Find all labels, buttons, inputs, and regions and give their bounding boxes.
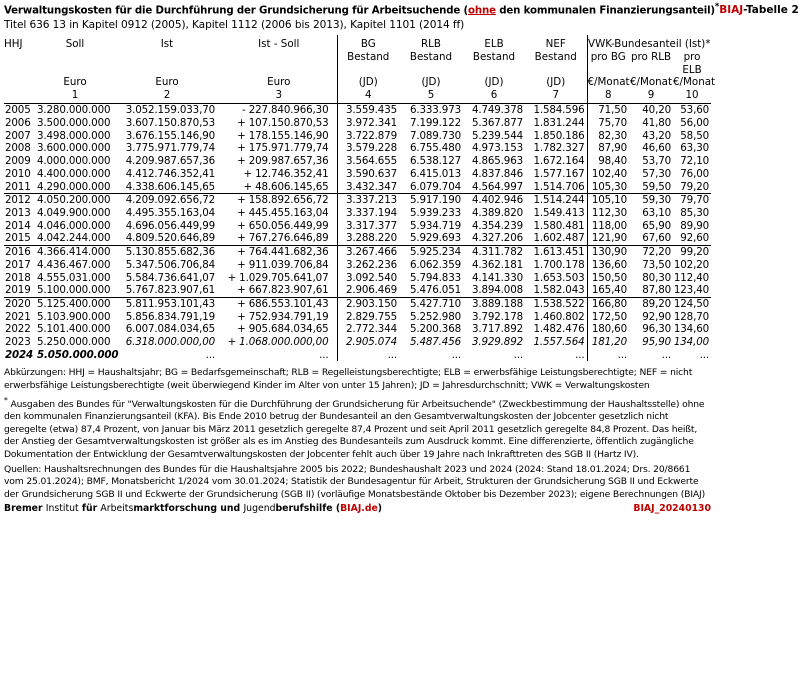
value-cell: 3.280.000.000 [37, 104, 113, 117]
header-cell: Euro [267, 76, 291, 89]
value-cell: ... [513, 348, 523, 361]
value-cell: 5.130.855.682,36 [113, 246, 221, 259]
value-cell: 1.613.451 [525, 246, 587, 259]
value-cell: 5.934.719 [409, 219, 461, 232]
header-cell: Bestand [409, 50, 453, 63]
col-number: 10 [673, 89, 711, 104]
value-cell: 134,00 [673, 336, 710, 349]
year-cell: 2024 [5, 348, 34, 361]
table-row [4, 349, 711, 362]
header-row-1 [4, 35, 711, 51]
year-cell: 2018 [5, 271, 31, 284]
value-cell: 6.062.359 [409, 258, 461, 271]
value-cell: 6.755.480 [409, 142, 461, 155]
value-cell: 181,20 [587, 336, 629, 349]
value-cell: ... [661, 348, 671, 361]
header-row-4 [4, 89, 711, 104]
value-cell: 41,80 [642, 117, 671, 130]
value-cell: 5.200.368 [409, 323, 461, 336]
value-cell: 5.929.693 [409, 232, 461, 245]
value-cell: + 178.155.146,90 [237, 129, 329, 142]
value-cell: 1.460.802 [533, 310, 585, 323]
value-cell: 4.837.846 [471, 167, 523, 180]
value-cell: 102,40 [587, 168, 629, 181]
header-cell: (JD) [421, 76, 441, 89]
value-cell: 1.538.522 [525, 297, 587, 310]
value-cell: 130,90 [587, 246, 629, 259]
institute-name: Bremer Institut für Arbeitsmarktforschung und Jugendberufshilfe (BIAJ.de) [4, 503, 383, 515]
header-cell: Bestand [472, 50, 516, 63]
value-cell: 53,70 [642, 155, 671, 168]
value-cell: + 767.276.646,89 [237, 232, 329, 245]
value-cell: + 752.934.791,19 [237, 310, 329, 323]
value-cell: ... [337, 349, 399, 362]
col-number: 3 [221, 89, 337, 104]
value-cell: 5.917.190 [399, 194, 463, 207]
header-cell: Bestand [534, 50, 577, 63]
value-cell: 4.973.153 [471, 142, 523, 155]
table-row [4, 311, 711, 324]
value-cell: 112,30 [587, 207, 629, 220]
value-cell: 85,30 [680, 206, 710, 219]
value-cell: 96,30 [642, 323, 671, 336]
value-cell: 1.582.043 [533, 284, 585, 297]
value-cell: 3.288.220 [337, 232, 399, 245]
header-cell: pro BG [587, 51, 629, 76]
value-cell: 3.894.008 [471, 284, 523, 297]
value-cell: + 107.150.870,53 [237, 117, 329, 130]
data-table [4, 35, 716, 361]
year-cell: 2021 [5, 310, 31, 323]
value-cell: 3.792.178 [471, 310, 523, 323]
col-number: 4 [337, 89, 399, 104]
value-cell: 102,20 [673, 258, 710, 271]
value-cell: + 175.971.779,74 [237, 142, 329, 155]
value-cell: + 48.606.145,65 [243, 180, 329, 193]
footnote: * Ausgaben des Bundes für "Verwaltungskosten für die Durchführung der Grundsicherung für Arbeitsuchende" (Zweckbestimmung der Haushaltsstelle) ohne den kommunalen Finanzierungsanteil (KFA). Bis Ende 2010 betrug der Bundesanteil an den Gesamtverwaltungskosten der Jobcenter gesetzlich nicht geregelte (etwa) 87,4 Prozent, von Januar bis März 2011 gesetzlich geregelte 87,4 Prozent und seit April 2011 gesetzlich geregelte 84,8 Prozent. Das heißt, der Anstieg der Gesamtverwaltungskosten ist größer als es im Anstieg des Bundesanteils zum Ausdruck kommt. Eine differenzierte, öffentlich zugängliche Dokumentation der Entwicklung der Gesamtverwaltungskosten der Jobcenter fehlt auch über 19 Jahre nach Inkrafttreten des SGB II (Hartz IV). [4, 395, 705, 461]
value-cell: 4.050.200.000 [37, 194, 113, 207]
col-number: 7 [525, 89, 587, 104]
table-row [4, 194, 711, 207]
value-cell: 5.767.823.907,61 [125, 284, 215, 297]
col-ist: Ist [160, 38, 174, 51]
value-cell: 98,40 [587, 155, 629, 168]
col-soll: Soll [65, 38, 85, 51]
col-bg: BG [337, 35, 399, 51]
value-cell: 1.850.186 [533, 129, 585, 142]
value-cell: 5.239.544 [471, 129, 523, 142]
value-cell: 59,30 [629, 194, 673, 207]
table-row [4, 272, 711, 285]
value-cell: 4.865.963 [471, 155, 523, 168]
value-cell: 4.389.820 [471, 206, 523, 219]
table-row [4, 336, 711, 349]
value-cell: ... [451, 348, 461, 361]
abbreviations-note: Abkürzungen: HHJ = Haushaltsjahr; BG = Bedarfsgemeinschaft; RLB = Regelleistungsberechtigte; ELB = erwerbsfähige Leistungsberechtigte; NEF = nicht erwerbsfähige Leistungsberechtigte (weit überwiegend Kinder im Alter von unter 15 Jahren); JD = Jahresdurchschnitt; VWK = Verwaltungskosten [4, 367, 693, 392]
year-cell: 2023 [5, 336, 31, 349]
page-subtitle: Titel 636 13 in Kapitel 0912 (2005), Kapitel 1112 (2006 bis 2013), Kapitel 1101 (2014 ff) [4, 19, 465, 32]
value-cell: 40,20 [629, 104, 673, 117]
value-cell: 3.262.236 [337, 259, 399, 272]
value-cell: 3.559.435 [337, 104, 399, 117]
year-cell: 2019 [5, 284, 31, 297]
value-cell: 5.125.400.000 [37, 297, 113, 310]
table-row [4, 259, 711, 272]
year-cell: 2010 [5, 167, 31, 180]
table-row [4, 142, 711, 155]
value-cell: 4.362.181 [471, 258, 523, 271]
table-row [4, 297, 711, 310]
page-title: Verwaltungskosten für die Durchführung der Grundsicherung für Arbeitsuchende (ohne den kommunalen Finanzierungsanteil)* [4, 2, 720, 17]
col-number: 1 [37, 89, 113, 104]
value-cell: 5.794.833 [409, 271, 461, 284]
col-number: 5 [399, 89, 463, 104]
value-cell: 5.811.953.101,43 [113, 297, 221, 310]
col-elb: ELB [484, 38, 504, 51]
value-cell: 5.476.051 [409, 284, 461, 297]
value-cell: 112,40 [673, 271, 710, 284]
value-cell: + 209.987.657,36 [237, 155, 329, 168]
value-cell: 6.079.704 [409, 180, 461, 193]
value-cell: 4.354.239 [471, 219, 523, 232]
header-cell: €/Monat [629, 76, 673, 89]
value-cell: 128,70 [673, 310, 710, 323]
value-cell: 5.101.400.000 [37, 323, 111, 336]
table-body [4, 104, 711, 362]
value-cell: + 650.056.449,99 [237, 219, 329, 232]
value-cell: 87,90 [587, 142, 629, 155]
value-cell: 3.590.637 [337, 168, 399, 181]
header-cell: Euro [63, 76, 87, 89]
value-cell: 63,30 [680, 142, 710, 155]
table-row [4, 246, 711, 259]
value-cell: 5.367.877 [471, 117, 523, 130]
value-cell: 4.696.056.449,99 [125, 219, 215, 232]
value-cell: + 158.892.656,72 [221, 194, 337, 207]
value-cell: 1.700.178 [533, 258, 585, 271]
value-cell: 87,80 [642, 284, 671, 297]
header-cell: (JD) [484, 76, 504, 89]
table-row [4, 323, 711, 336]
value-cell: 105,30 [587, 181, 629, 194]
value-cell: 4.209.987.657,36 [125, 155, 215, 168]
value-cell: 3.717.892 [471, 323, 523, 336]
year-cell: 2020 [4, 297, 37, 310]
value-cell: 4.366.414.000 [37, 246, 113, 259]
value-cell: 6.415.013 [409, 167, 461, 180]
value-cell: 79,70 [673, 194, 711, 207]
value-cell: ... [319, 348, 329, 361]
col-number: 9 [629, 89, 673, 104]
year-cell: 2016 [4, 246, 37, 259]
value-cell: 2.829.755 [337, 311, 399, 324]
value-cell: 1.653.503 [533, 271, 585, 284]
value-cell: 3.889.188 [463, 297, 525, 310]
value-cell: 73,50 [642, 258, 671, 271]
value-cell: 5.939.233 [409, 206, 461, 219]
year-cell: 2014 [5, 219, 31, 232]
value-cell: 5.427.710 [399, 297, 463, 310]
value-cell: 3.676.155.146,90 [125, 129, 215, 142]
value-cell: + 905.684.034,65 [237, 323, 329, 336]
value-cell: 6.007.084.034,65 [125, 323, 215, 336]
value-cell: 53,60 [673, 104, 711, 117]
table-row [4, 181, 711, 194]
value-cell: 1.557.564 [533, 336, 585, 349]
value-cell: 3.600.000.000 [37, 142, 111, 155]
value-cell: 136,60 [587, 259, 629, 272]
col-nef: NEF [545, 38, 566, 51]
value-cell: 4.749.378 [463, 104, 525, 117]
year-cell: 2013 [5, 206, 31, 219]
value-cell: 3.432.347 [337, 181, 399, 194]
year-cell: 2006 [5, 117, 31, 130]
value-cell: 7.089.730 [409, 129, 461, 142]
value-cell: 5.925.234 [399, 246, 463, 259]
value-cell: 1.549.413 [533, 206, 585, 219]
table-row [4, 284, 711, 297]
value-cell: 95,90 [642, 336, 671, 349]
value-cell: 89,20 [629, 297, 673, 310]
value-cell: 76,00 [680, 167, 710, 180]
value-cell: 121,90 [587, 232, 629, 245]
table-row [4, 155, 711, 168]
value-cell: 5.250.000.000 [37, 336, 111, 349]
value-cell: 1.580.481 [533, 219, 585, 232]
table-row [4, 168, 711, 181]
year-cell: 2007 [5, 129, 31, 142]
value-cell: 134,60 [673, 323, 710, 336]
value-cell: 58,50 [680, 129, 710, 142]
value-cell: 4.327.206 [471, 232, 523, 245]
value-cell: 4.042.244.000 [37, 232, 111, 245]
value-cell: 3.500.000.000 [37, 117, 111, 130]
value-cell: 4.046.000.000 [37, 219, 111, 232]
value-cell: 1.831.244 [533, 117, 585, 130]
year-cell: 2008 [5, 142, 31, 155]
value-cell: 79,20 [680, 180, 710, 193]
year-cell: 2005 [4, 104, 37, 117]
value-cell: 3.579.228 [337, 142, 399, 155]
col-number: 8 [587, 89, 629, 104]
table-row [4, 117, 711, 130]
value-cell: + 911.039.706,84 [237, 258, 329, 271]
value-cell: 59,50 [642, 180, 671, 193]
table-row [4, 130, 711, 143]
value-cell: 43,20 [642, 129, 671, 142]
value-cell: 3.337.194 [337, 207, 399, 220]
value-cell: 4.141.330 [471, 271, 523, 284]
value-cell: 4.564.997 [471, 180, 523, 193]
value-cell: 72,10 [680, 155, 710, 168]
value-cell: + 1.029.705.641,07 [227, 271, 329, 284]
footer [4, 503, 711, 514]
value-cell: 1.514.706 [533, 180, 585, 193]
value-cell: 1.514.244 [525, 194, 587, 207]
value-cell: 1.584.596 [525, 104, 587, 117]
header-cell: pro RLB [630, 50, 672, 63]
value-cell: 166,80 [587, 297, 629, 310]
value-cell: 124,50 [673, 297, 710, 310]
value-cell: + 764.441.682,36 [221, 246, 337, 259]
table-tag: BIAJ-Tabelle 2 [719, 4, 799, 17]
value-cell: 105,10 [587, 194, 629, 207]
value-cell: 46,60 [642, 142, 671, 155]
value-cell: 172,50 [587, 311, 629, 324]
year-cell: 2015 [5, 232, 31, 245]
col-number: 2 [113, 89, 221, 104]
value-cell: 5.584.736.641,07 [125, 271, 215, 284]
value-cell: 5.856.834.791,19 [125, 310, 215, 323]
notes [4, 367, 711, 501]
value-cell: 57,30 [642, 167, 671, 180]
value-cell: 150,50 [587, 272, 629, 285]
header-row-3 [4, 76, 711, 89]
document-id: BIAJ_20240130 [633, 503, 711, 515]
value-cell: 4.412.746.352,41 [125, 167, 215, 180]
value-cell: 4.000.000.000 [37, 155, 111, 168]
header-cell: €/Monat [673, 76, 716, 89]
value-cell: 3.317.377 [337, 220, 399, 233]
value-cell: 3.722.879 [337, 130, 399, 143]
value-cell: + 445.455.163,04 [237, 206, 329, 219]
value-cell: 4.555.031.000 [37, 271, 111, 284]
value-cell: + 667.823.907,61 [237, 284, 329, 297]
value-cell: 2.772.344 [337, 323, 399, 336]
value-cell: 180,60 [587, 323, 629, 336]
value-cell: 92,90 [642, 310, 671, 323]
col-rlb: RLB [421, 38, 441, 51]
value-cell: 4.400.000.000 [37, 167, 111, 180]
value-cell: 2.906.469 [337, 284, 399, 297]
value-cell: 3.337.213 [337, 194, 399, 207]
year-cell: 2022 [5, 323, 31, 336]
value-cell: 5.487.456 [409, 336, 461, 349]
table-row [4, 232, 711, 245]
header-cell: (JD) [337, 76, 399, 89]
col-hhj: HHJ [4, 38, 23, 51]
value-cell: 6.538.127 [409, 155, 461, 168]
value-cell: ... [699, 348, 710, 361]
value-cell: 2.903.150 [337, 297, 399, 310]
value-cell: 1.672.164 [533, 155, 585, 168]
value-cell: 99,20 [673, 246, 711, 259]
value-cell: 3.775.971.779,74 [125, 142, 215, 155]
table-row [4, 220, 711, 233]
value-cell: 4.311.782 [463, 246, 525, 259]
value-cell: + 686.553.101,43 [221, 297, 337, 310]
value-cell: 56,00 [680, 117, 710, 130]
value-cell: 4.436.467.000 [37, 258, 111, 271]
value-cell: ... [587, 349, 629, 362]
value-cell: 65,90 [642, 219, 671, 232]
table-row [4, 207, 711, 220]
header-cell: pro ELB [682, 50, 702, 76]
value-cell: 1.602.487 [533, 232, 585, 245]
header-cell: Bestand [337, 51, 399, 76]
col-vwk: VWK-Bundesanteil (Ist)* [587, 35, 711, 51]
value-cell: 6.333.973 [399, 104, 463, 117]
value-cell: 118,00 [587, 220, 629, 233]
header-cell: (JD) [546, 76, 566, 89]
sources-note: Quellen: Haushaltsrechnungen des Bundes für die Haushaltsjahre 2005 bis 2022; Bundeshaushalt 2023 und 2024 (2024: Stand 18.01.2024; Drs. 20/8661 vom 25.01.2024); BMF, Monatsbericht 1/2024 vom 30.01.2024; Statistik der Bundesagentur für Arbeit, Strukturen der Grundsicherung SGB II und Eckwerte der Grundsicherung SGB II und Eckwerte der Grundsicherung (SGB II) (vorläufige Monatsbestände Oktober bis Dezember 2023); eigene Berechnungen (BIAJ) [4, 463, 706, 500]
year-cell: 2009 [5, 155, 31, 168]
value-cell: 89,90 [680, 219, 710, 232]
header [4, 2, 799, 17]
value-cell: 3.267.466 [337, 246, 399, 259]
value-cell: 63,10 [642, 206, 671, 219]
value-cell: 4.049.900.000 [37, 206, 111, 219]
value-cell: 165,40 [587, 284, 629, 297]
header-cell: €/Monat [587, 76, 630, 89]
value-cell: + 1.068.000.000,00 [227, 336, 329, 349]
value-cell: 3.498.000.000 [37, 129, 111, 142]
header-cell: Euro [155, 76, 179, 89]
value-cell: 4.209.092.656,72 [113, 194, 221, 207]
col-ist-soll: Ist - Soll [258, 38, 300, 51]
value-cell: 5.103.900.000 [37, 310, 111, 323]
value-cell: 3.564.655 [337, 155, 399, 168]
value-cell: 3.607.150.870,53 [125, 117, 215, 130]
year-cell: 2011 [5, 180, 31, 193]
value-cell: 67,60 [642, 232, 671, 245]
table-row [4, 104, 711, 117]
value-cell: 72,20 [629, 246, 673, 259]
col-number: 6 [463, 89, 525, 104]
value-cell: 3.929.892 [471, 336, 523, 349]
value-cell: 5.347.506.706,84 [125, 258, 215, 271]
header-row-2 [4, 51, 711, 76]
value-cell: 7.199.122 [409, 117, 461, 130]
value-cell: 80,30 [642, 271, 671, 284]
value-cell: 5.252.980 [409, 310, 461, 323]
year-cell: 2012 [4, 194, 37, 207]
value-cell: ... [575, 348, 585, 361]
value-cell: 4.290.000.000 [37, 180, 111, 193]
value-cell: 3.092.540 [337, 272, 399, 285]
value-cell: 5.050.000.000 [37, 348, 119, 361]
value-cell: 1.782.327 [533, 142, 585, 155]
value-cell: 3.052.159.033,70 [113, 104, 221, 117]
year-cell: 2017 [5, 258, 31, 271]
value-cell: 3.972.341 [337, 117, 399, 130]
value-cell: 75,70 [587, 117, 629, 130]
value-cell: 71,50 [587, 104, 629, 117]
value-cell: 5.100.000.000 [37, 284, 111, 297]
value-cell: + 12.746.352,41 [243, 167, 329, 180]
value-cell: 92,60 [680, 232, 710, 245]
value-cell: 4.809.520.646,89 [125, 232, 215, 245]
value-cell: 2.905.074 [337, 336, 399, 349]
value-cell: ... [205, 348, 215, 361]
value-cell: 1.482.476 [533, 323, 585, 336]
value-cell: 4.495.355.163,04 [125, 206, 215, 219]
value-cell: 6.318.000.000,00 [125, 336, 215, 349]
value-cell: 82,30 [587, 130, 629, 143]
value-cell: 123,40 [673, 284, 710, 297]
value-cell: 1.577.167 [533, 167, 585, 180]
value-cell: 4.402.946 [463, 194, 525, 207]
value-cell: - 227.840.966,30 [221, 104, 337, 117]
value-cell: 4.338.606.145,65 [125, 180, 215, 193]
